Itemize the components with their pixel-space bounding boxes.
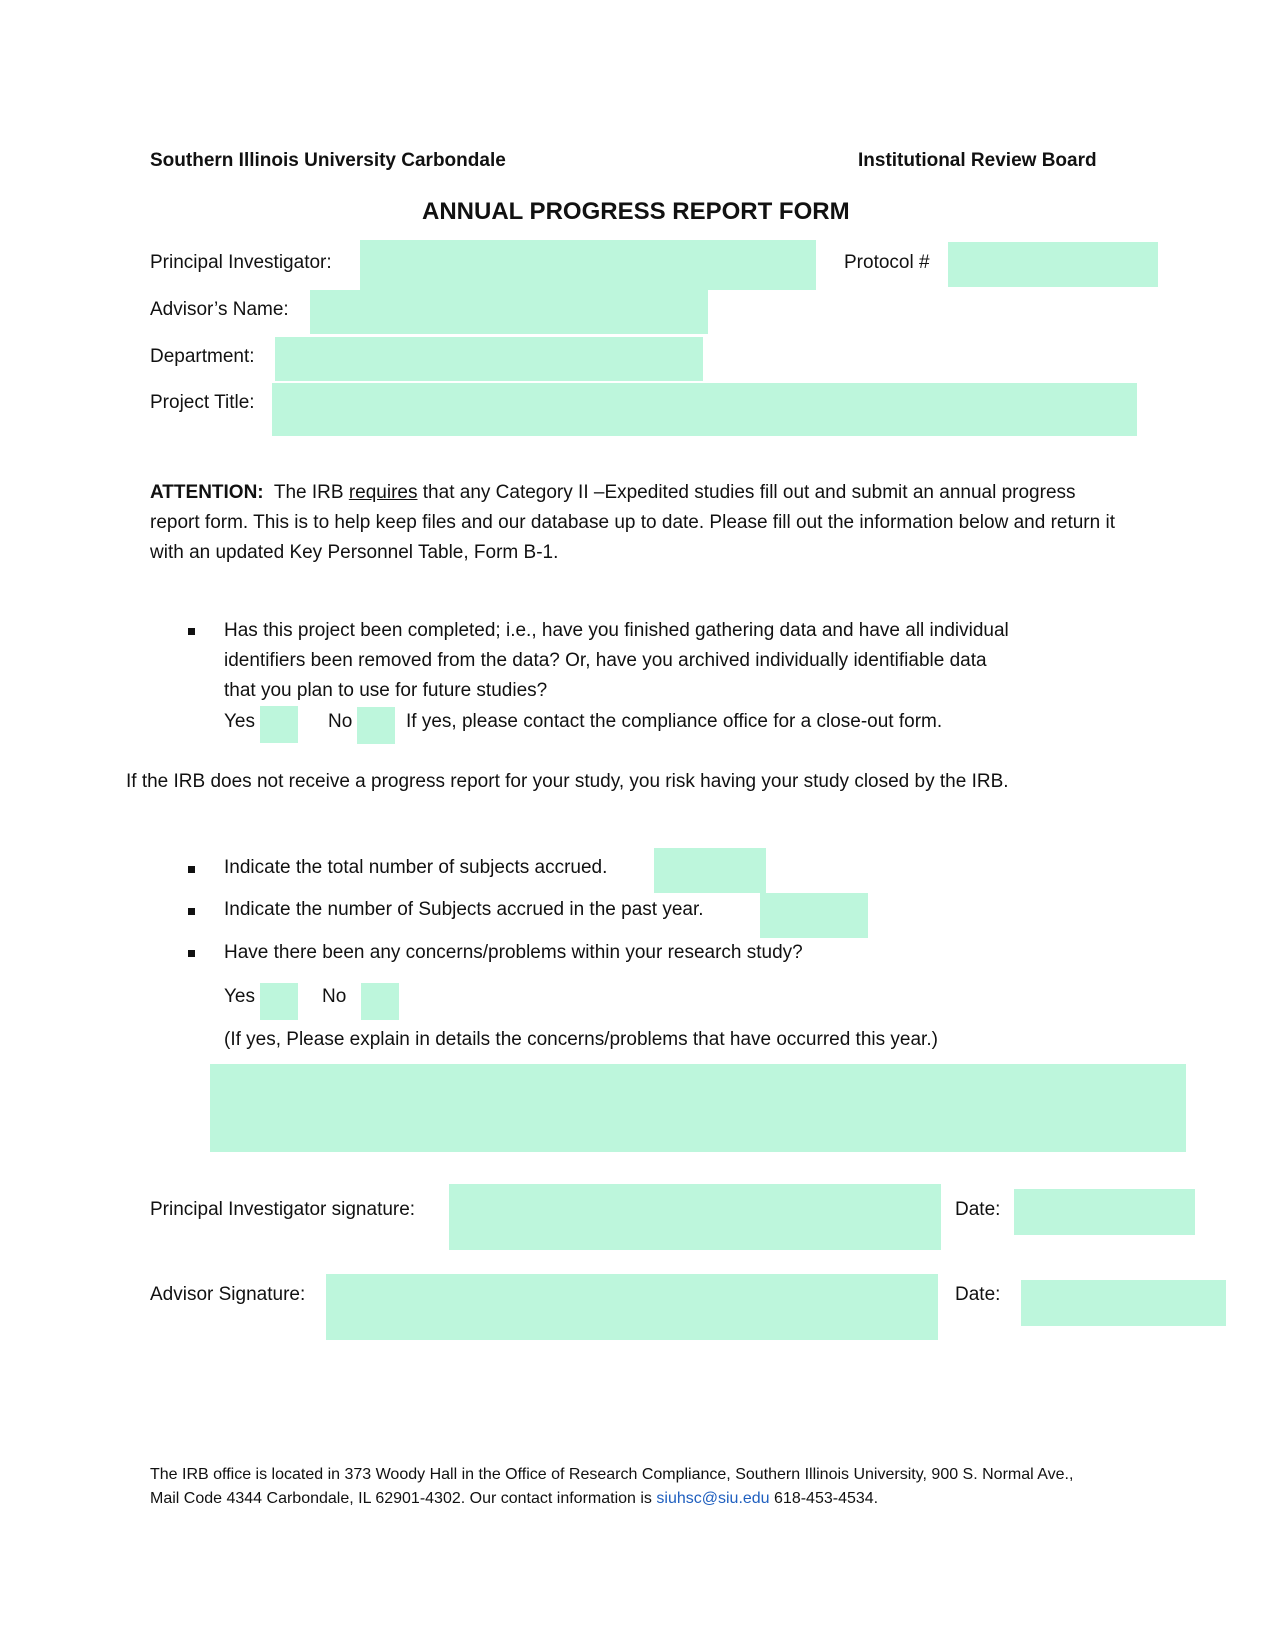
q1-note: If yes, please contact the compliance office for a close-out form. <box>406 711 943 732</box>
protocol-label: Protocol # <box>844 252 930 273</box>
attention-post: that any Category II –Expedited studies fill out and submit an annual progress report form. This is to help keep files and our database up to date. Please fill out the information below and return it with an updated Key Personnel Table, Form B-1. <box>150 482 1115 563</box>
advisor-signature-label: Advisor Signature: <box>150 1284 306 1305</box>
q1-line3: that you plan to use for future studies? <box>224 680 548 701</box>
department-label: Department: <box>150 346 255 367</box>
pi-label: Principal Investigator: <box>150 252 332 273</box>
department-input[interactable] <box>275 337 703 381</box>
footer-line-2 <box>150 1490 878 1508</box>
advisor-signature-field[interactable] <box>326 1274 938 1340</box>
footer-address: Mail Code 4344 Carbondale, IL 62901-4302. Our contact information is <box>150 1490 652 1507</box>
q4-no-label: No <box>322 986 347 1007</box>
q4-yes-label: Yes <box>224 986 255 1007</box>
attention-emph: requires <box>348 482 418 503</box>
pi-input[interactable] <box>360 240 816 290</box>
university-name: Southern Illinois University Carbondale <box>150 150 506 171</box>
q4-yes-box[interactable] <box>260 983 298 1020</box>
attention-label: ATTENTION: <box>150 482 264 503</box>
pi-signature-field[interactable] <box>449 1184 941 1250</box>
attention-pre: The IRB <box>273 482 344 503</box>
advisor-label: Advisor’s Name: <box>150 299 289 320</box>
project-title-input[interactable] <box>272 383 1137 436</box>
footer-line-1: The IRB office is located in 373 Woody Hall in the Office of Research Compliance, Southern Illinois University, 900 S. Normal Ave., <box>150 1466 1074 1483</box>
pi-date-field[interactable] <box>1014 1189 1195 1235</box>
q1-yes-box[interactable] <box>260 706 298 743</box>
q1-no-label: No <box>328 711 353 732</box>
q4-explain: (If yes, Please explain in details the concerns/problems that have occurred this year.) <box>224 1029 938 1050</box>
bullet-1 <box>188 628 195 635</box>
q1-yes-label: Yes <box>224 711 255 732</box>
contact-phone: 618-453-4534. <box>774 1490 879 1507</box>
q3-text: Indicate the number of Subjects accrued in the past year. <box>224 899 704 920</box>
q2-input[interactable] <box>654 848 766 893</box>
pi-date-label: Date: <box>955 1199 1001 1220</box>
advisor-date-field[interactable] <box>1021 1280 1226 1326</box>
advisor-date-label: Date: <box>955 1284 1001 1305</box>
bullet-3 <box>188 908 195 915</box>
attention-paragraph <box>150 478 1130 568</box>
advisor-input[interactable] <box>310 290 708 334</box>
project-title-label: Project Title: <box>150 392 255 413</box>
q4-no-box[interactable] <box>361 983 399 1020</box>
q4-text: Have there been any concerns/problems within your research study? <box>224 942 803 963</box>
q2-text: Indicate the total number of subjects accrued. <box>224 857 608 878</box>
protocol-input[interactable] <box>948 242 1158 287</box>
warning-text: If the IRB does not receive a progress report for your study, you risk having your study closed by the IRB. <box>126 771 1009 792</box>
bullet-2 <box>188 866 195 873</box>
q1-line1: Has this project been completed; i.e., have you finished gathering data and have all individual <box>224 620 1009 641</box>
q1-line2: identifiers been removed from the data? Or, have you archived individually identifiable data <box>224 650 987 671</box>
bullet-4 <box>188 950 195 957</box>
concerns-textarea[interactable] <box>210 1064 1186 1152</box>
board-name: Institutional Review Board <box>858 150 1097 171</box>
page-title: ANNUAL PROGRESS REPORT FORM <box>422 198 850 225</box>
q1-no-box[interactable] <box>357 707 395 744</box>
q3-input[interactable] <box>760 893 868 938</box>
pi-signature-label: Principal Investigator signature: <box>150 1199 416 1220</box>
contact-email-link[interactable]: siuhsc@siu.edu <box>656 1490 770 1507</box>
